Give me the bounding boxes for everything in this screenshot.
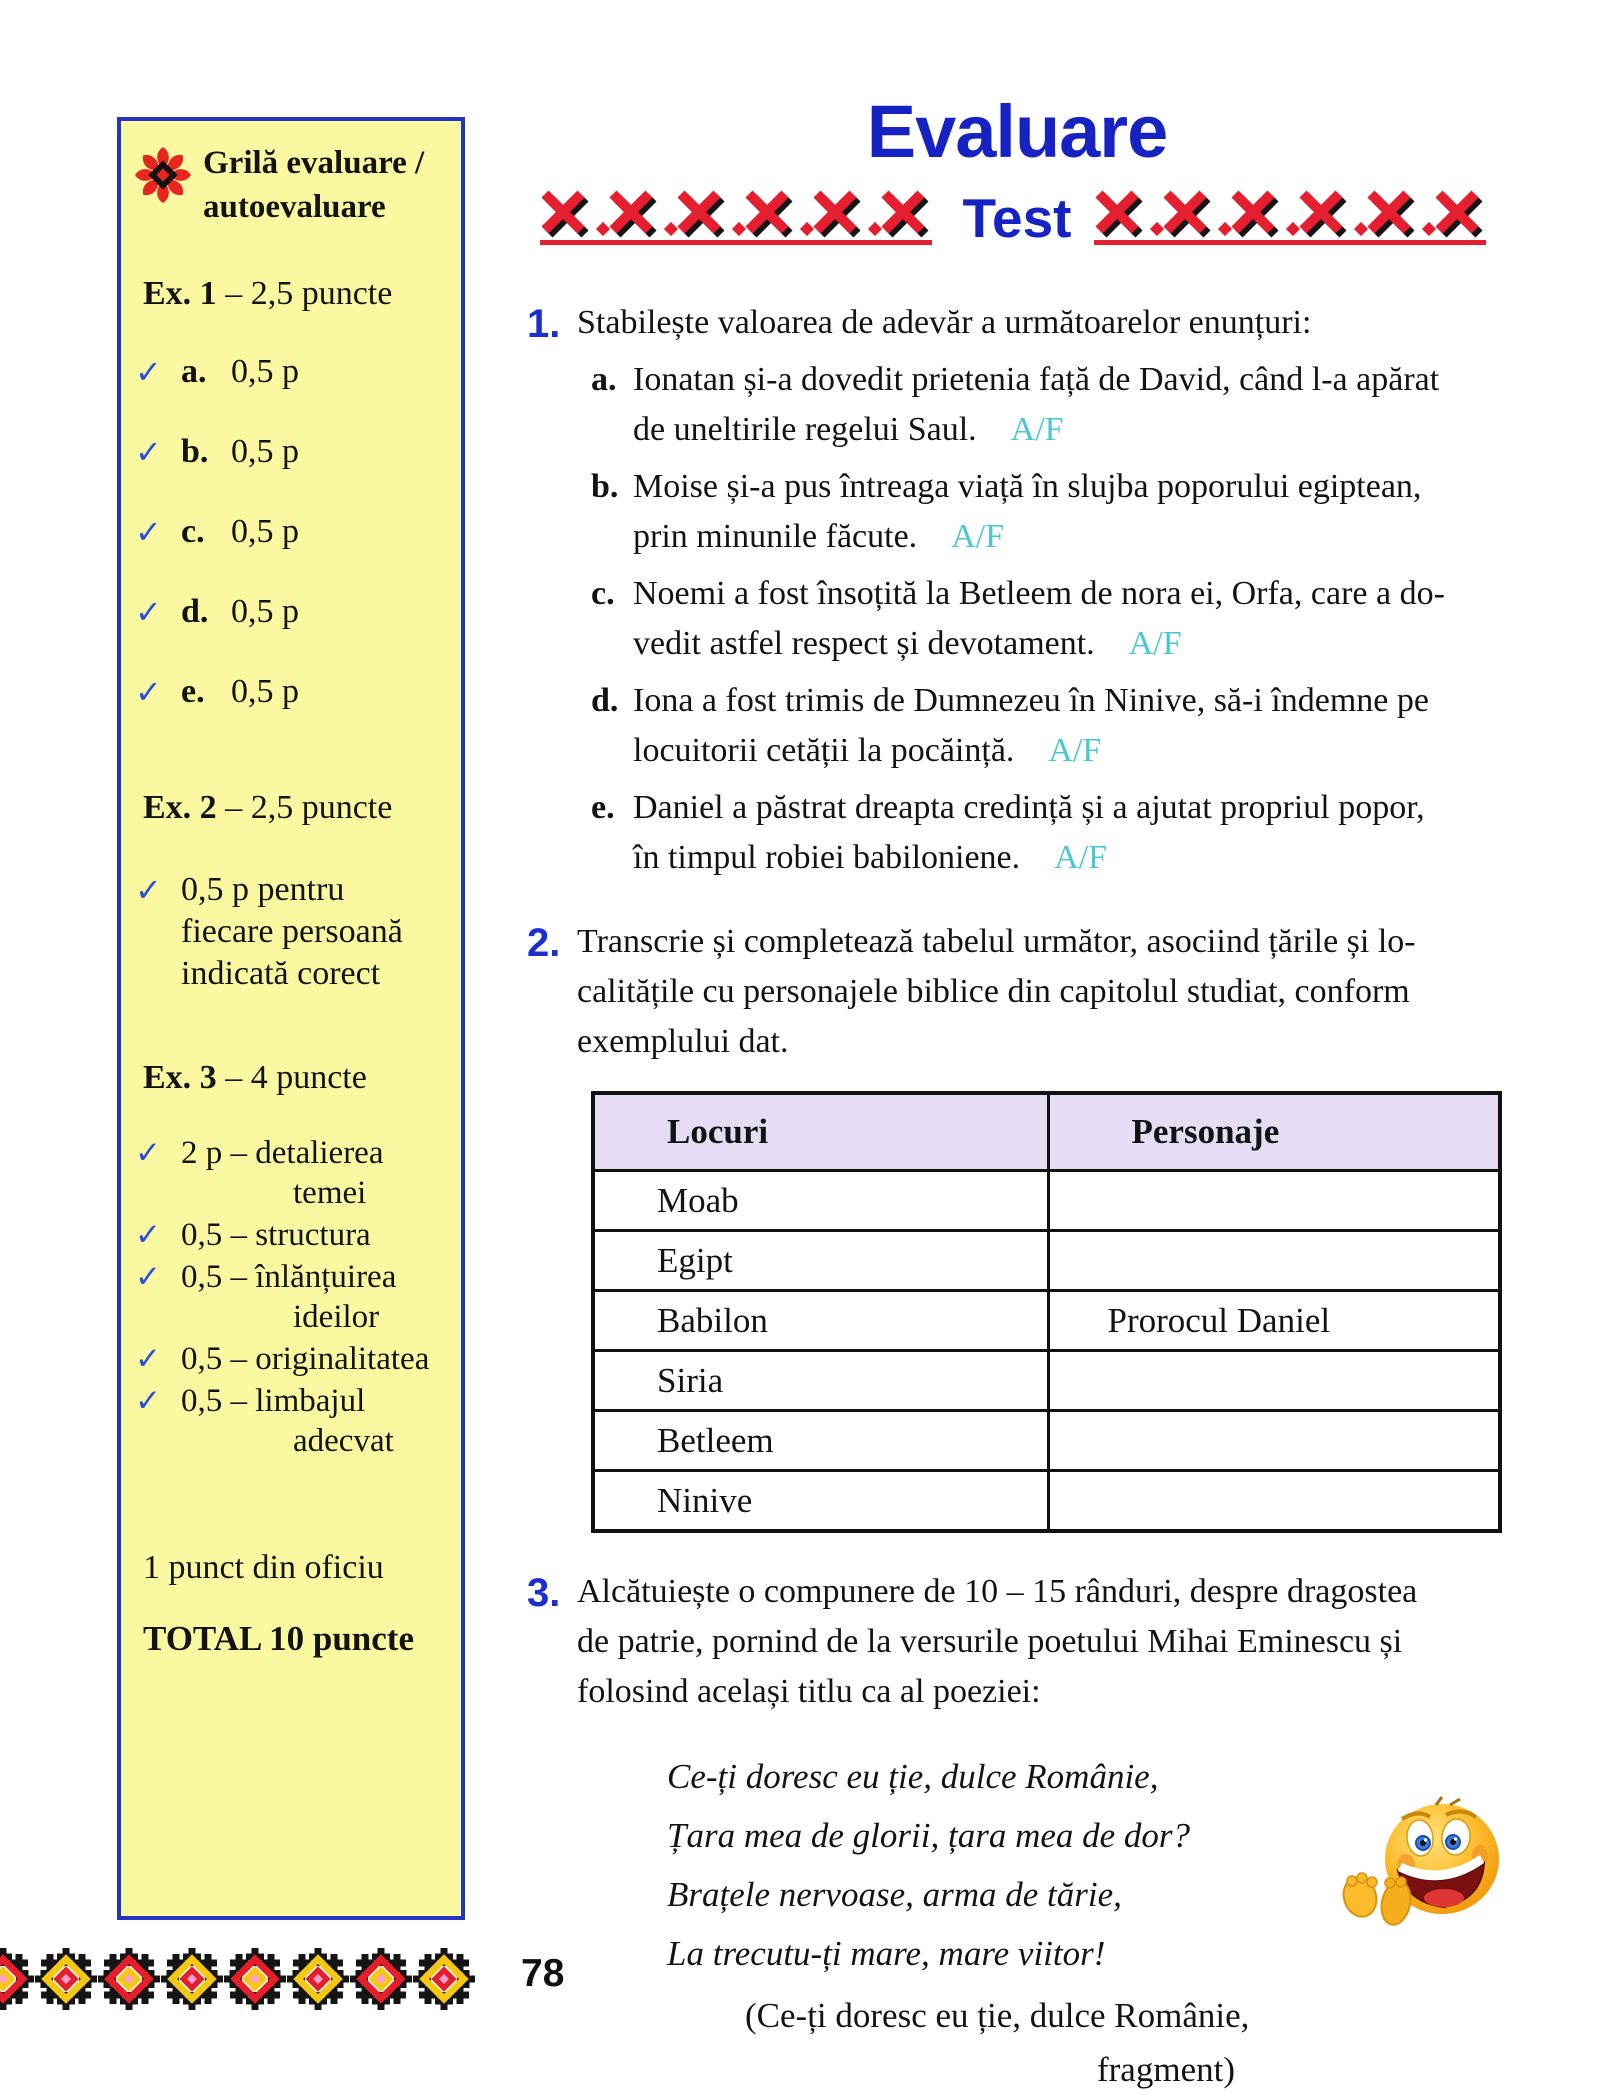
sidebar-title-line1: Grilă evaluare /: [203, 145, 425, 181]
ex1-item-d: ✓ d. 0,5 p: [135, 593, 299, 631]
clapping-smiley-emoji: [1330, 1793, 1510, 1933]
table-row: Moab: [593, 1171, 1500, 1231]
cross-stitch-border-right: [1094, 188, 1494, 250]
check-icon: ✓: [135, 1135, 161, 1171]
evaluation-grid-sidebar: [117, 117, 465, 1920]
sidebar-title-line2: autoevaluare: [203, 189, 386, 225]
ex3-heading: Ex. 3 – 4 puncte: [143, 1059, 367, 1096]
true-false-choice: A/F: [951, 518, 1005, 555]
q1-item-d: d. Iona a fost trimis de Dumnezeu în Ninive, să-i îndemne pe locuitorii cetății la pocăință. A/F: [591, 682, 1429, 769]
true-false-choice: A/F: [1010, 411, 1064, 448]
check-icon: ✓: [135, 353, 162, 391]
main-content: [527, 0, 1507, 2097]
check-icon: ✓: [135, 871, 162, 909]
ex1-item-c: ✓ c. 0,5 p: [135, 513, 299, 551]
table-row: Siria: [593, 1351, 1500, 1411]
column-header-locuri: Locuri: [593, 1093, 1048, 1171]
question-1-number: 1.: [527, 302, 561, 346]
ex2-heading: Ex. 2 – 2,5 puncte: [143, 789, 393, 826]
question-3-number: 3.: [527, 1571, 561, 1615]
ex3-item-2: ✓ 0,5 – structura: [135, 1217, 371, 1253]
table-row: Babilon Prorocul Daniel: [593, 1291, 1500, 1351]
check-icon: ✓: [135, 1383, 161, 1419]
true-false-choice: A/F: [1054, 839, 1108, 876]
check-icon: ✓: [135, 1341, 161, 1377]
test-subtitle: Test: [962, 187, 1072, 249]
bottom-border-motifs: [0, 1948, 518, 2010]
question-2-number: 2.: [527, 921, 561, 965]
true-false-choice: A/F: [1048, 732, 1102, 769]
column-header-personaje: Personaje: [1048, 1093, 1500, 1171]
table-header-row: [593, 1093, 1500, 1171]
check-icon: ✓: [135, 1217, 161, 1253]
ex3-item-1: ✓ 2 p – detalierea temei: [135, 1135, 384, 1211]
sidebar-title: [203, 141, 424, 229]
check-icon: ✓: [135, 673, 162, 711]
ex3-item-3: ✓ 0,5 – înlănțuirea ideilor: [135, 1259, 397, 1335]
q1-item-b: b. Moise și-a pus întreaga viață în slujba poporului egiptean, prin minunile făcute. A/F: [591, 468, 1422, 555]
ex1-item-a: ✓ a. 0,5 p: [135, 353, 299, 391]
q1-item-c: c. Noemi a fost însoțită la Betleem de nora ei, Orfa, care a do- vedit astfel respect și devotament. A/F: [591, 575, 1445, 662]
test-heading-row: [527, 184, 1507, 250]
ex2-item: ✓ 0,5 p pentru fiecare persoană indicată corect: [135, 869, 461, 995]
cross-stitch-flower-icon: [133, 145, 193, 205]
ex1-item-b: ✓ b. 0,5 p: [135, 433, 299, 471]
ex1-item-e: ✓ e. 0,5 p: [135, 673, 299, 711]
cross-stitch-border-left: [540, 188, 940, 250]
ex3-item-4: ✓ 0,5 – originalitatea: [135, 1341, 430, 1377]
table-row: Ninive: [593, 1471, 1500, 1532]
table-row: Betleem: [593, 1411, 1500, 1471]
q1-item-a: a. Ionatan și-a dovedit prietenia față de David, când l-a apărat de uneltirile regelui Saul. A/F: [591, 361, 1440, 448]
true-false-choice: A/F: [1128, 625, 1182, 662]
poem-attribution-fragment: fragment): [1097, 2050, 1235, 2089]
table-row: Egipt: [593, 1231, 1500, 1291]
eminescu-poem-quote: Ce-ți doresc eu ție, dulce Românie, Țara mea de glorii, țara mea de dor? Brațele nervoase, arma de tărie, La trecutu-ți mare, mare viitor!: [667, 1757, 1191, 1973]
office-point-note: 1 punct din oficiu: [143, 1549, 384, 1586]
ex1-heading: Ex. 1 – 2,5 puncte: [143, 275, 393, 312]
question-1: [527, 298, 1507, 883]
q1-item-e: e. Daniel a păstrat dreapta credință și a ajutat propriul popor, în timpul robiei babiloniene. A/F: [591, 789, 1425, 876]
poem-attribution: (Ce-ți doresc eu ție, dulce Românie,: [745, 1996, 1250, 2035]
total-points: TOTAL 10 puncte: [143, 1619, 414, 1658]
check-icon: ✓: [135, 593, 162, 631]
page-number: 78: [521, 1952, 565, 1995]
question-3: 3. Alcătuiește o compunere de 10 – 15 rânduri, despre dragostea de patrie, pornind de la versurile poetului Mihai Eminescu și folosind același titlu ca al poeziei:: [527, 1567, 1507, 1717]
ex3-item-5: ✓ 0,5 – limbajul adecvat: [135, 1383, 394, 1459]
page-title: Evaluare: [866, 90, 1168, 173]
question-1-text: Stabilește valoarea de adevăr a următoarelor enunțuri:: [577, 304, 1312, 341]
sidebar-header: [133, 141, 455, 229]
places-characters-table: [591, 1091, 1502, 1533]
check-icon: ✓: [135, 433, 162, 471]
clapping-hands: [1339, 1873, 1415, 1927]
check-icon: ✓: [135, 513, 162, 551]
question-2: 2. Transcrie și completează tabelul următor, asociind țările și lo- calitățile cu personajele biblice din capitolul studiat, conform exemplului dat.: [527, 917, 1507, 1067]
check-icon: ✓: [135, 1259, 161, 1295]
